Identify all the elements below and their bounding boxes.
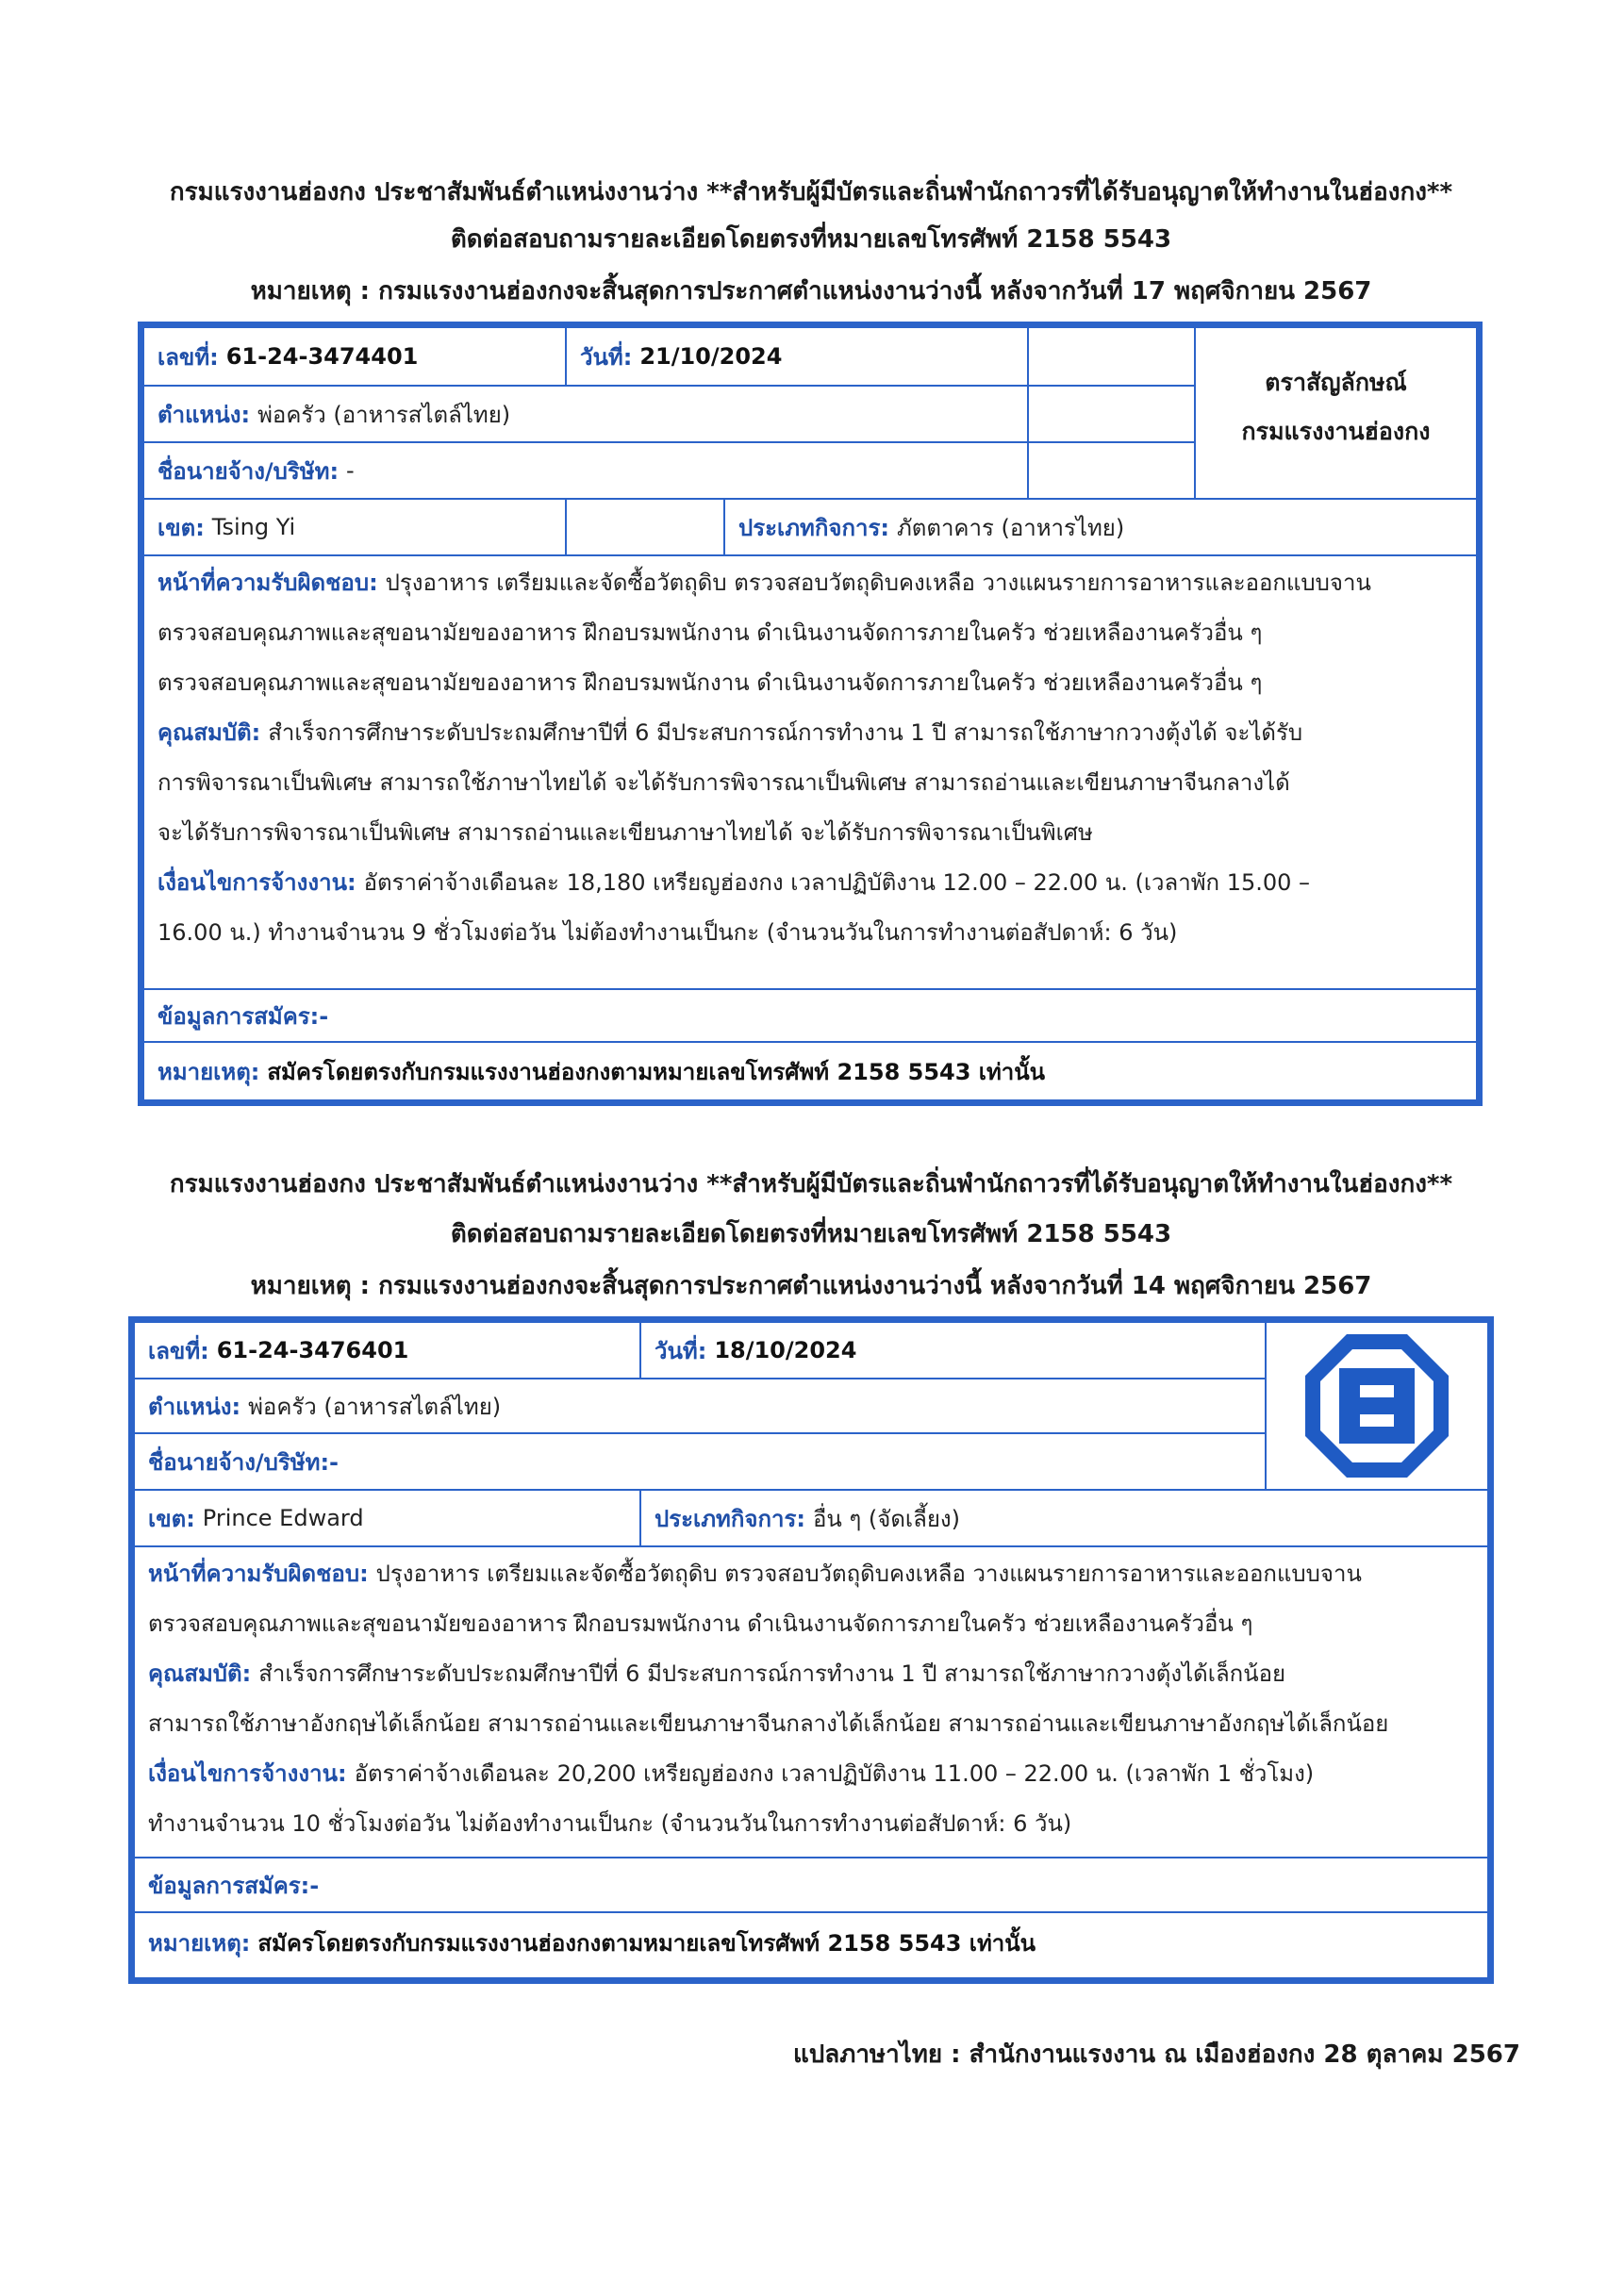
job-number-label: เลขที่: <box>157 343 219 371</box>
terms-label: เงื่อนไขการจ้างงาน: <box>157 869 356 896</box>
details-text <box>157 558 1467 958</box>
logo-caption <box>1196 358 1476 456</box>
blank-cell <box>1027 328 1194 385</box>
district-label: เขต: <box>148 1505 195 1532</box>
industry-value: ภัตตาคาร (อาหารไทย) <box>896 514 1125 541</box>
apply-label: ข้อมูลการสมัคร:- <box>157 1002 329 1030</box>
logo-placeholder <box>1194 328 1476 500</box>
duties-line: ปรุงอาหาร เตรียมและจัดซื้อวัตถุดิบ ตรวจสอบวัตถุดิบคงเหลือ วางแผนรายการอาหารและออกแบบจาน <box>385 570 1371 596</box>
district-label: เขต: <box>157 514 205 541</box>
duties-line: ปรุงอาหาร เตรียมและจัดซื้อวัตถุดิบ ตรวจสอบวัตถุดิบคงเหลือ วางแผนรายการอาหารและออกแบบจาน <box>375 1561 1362 1587</box>
position-cell <box>144 387 1027 441</box>
duties-label: หน้าที่ความรับผิดชอบ: <box>148 1561 369 1587</box>
notice-title: กรมแรงงานฮ่องกง ประชาสัมพันธ์ตำแหน่งงานว่าง **สำหรับผู้มีบัตรและถิ่นพำนักถาวรที่ได้รับอนุญาตให้ทำงานในฮ่องกง** <box>169 1170 1453 1198</box>
notice-expiry: หมายเหตุ : กรมแรงงานฮ่องกงจะสิ้นสุดการประกาศตำแหน่งงานว่างนี้ หลังจากวันที่ 17 พฤศจิกายน 2567 <box>250 277 1372 306</box>
apply-label: ข้อมูลการสมัคร:- <box>148 1872 320 1899</box>
qualifications-label: คุณสมบัติ: <box>157 719 261 746</box>
apply-cell <box>135 1858 1487 1911</box>
job-card-1 <box>138 322 1483 1106</box>
terms-line: 16.00 น.) ทำงานจำนวน 9 ชั่วโมงต่อวัน ไม่ต้องทำงานเป็นกะ (จำนวนวันในการทำงานต่อสัปดาห์: 6 วัน) <box>157 919 1178 946</box>
remark-cell <box>135 1913 1487 1972</box>
job-card-2 <box>128 1316 1494 1984</box>
date-value: 21/10/2024 <box>639 343 783 370</box>
job-row-number <box>135 1323 1265 1379</box>
remark-value: สมัครโดยตรงกับกรมแรงงานฮ่องกงตามหมายเลขโทรศัพท์ 2158 5543 เท่านั้น <box>257 1929 1036 1957</box>
industry-cell <box>723 500 1476 554</box>
remark-label: หมายเหตุ: <box>148 1929 251 1957</box>
job-number-label: เลขที่: <box>148 1337 209 1364</box>
qualifications-line: การพิจารณาเป็นพิเศษ สามารถใช้ภาษาไทยได้ จะได้รับการพิจารณาเป็นพิเศษ สามารถอ่านและเขียนภาษาจีนกลางได้ <box>157 769 1290 796</box>
duties-line: ตรวจสอบคุณภาพและสุขอนามัยของอาหาร ฝึกอบรมพนักงาน ดำเนินงานจัดการภายในครัว ช่วยเหลืองานครัวอื่น ๆ <box>148 1611 1253 1637</box>
industry-label: ประเภทกิจการ: <box>655 1505 805 1532</box>
job-row-position <box>135 1379 1265 1434</box>
logo-caption-line: กรมแรงงานฮ่องกง <box>1241 418 1431 445</box>
date-label: วันที่: <box>580 343 633 371</box>
industry-value: อื่น ๆ (จัดเลี้ยง) <box>812 1505 960 1532</box>
remark-value: สมัครโดยตรงกับกรมแรงงานฮ่องกงตามหมายเลขโทรศัพท์ 2158 5543 เท่านั้น <box>267 1058 1046 1085</box>
remark-cell <box>144 1043 1476 1099</box>
job-details <box>144 556 1476 990</box>
employer-cell <box>135 1434 1265 1489</box>
position-value: พ่อครัว (อาหารสไตล์ไทย) <box>257 401 511 428</box>
job-number-cell <box>144 328 565 385</box>
qualifications-line: สามารถใช้ภาษาอังกฤษได้เล็กน้อย สามารถอ่านและเขียนภาษาจีนกลางได้เล็กน้อย สามารถอ่านและเขียนภาษาอังกฤษได้เล็กน้อย <box>148 1710 1389 1737</box>
notice-contact: ติดต่อสอบถามรายละเอียดโดยตรงที่หมายเลขโทรศัพท์ 2158 5543 <box>450 1220 1172 1248</box>
date-value: 18/10/2024 <box>714 1337 857 1363</box>
blank-cell <box>565 500 723 554</box>
qualifications-line: สำเร็จการศึกษาระดับประถมศึกษาปีที่ 6 มีประสบการณ์การทำงาน 1 ปี สามารถใช้ภาษากวางตุ้งได้เล็กน้อย <box>258 1660 1286 1687</box>
job-row-district <box>135 1491 1487 1547</box>
industry-cell <box>639 1491 1487 1545</box>
job-number-value: 61-24-3476401 <box>216 1337 409 1363</box>
terms-line: อัตราค่าจ้างเดือนละ 20,200 เหรียญฮ่องกง เวลาปฏิบัติงาน 11.00 – 22.00 น. (เวลาพัก 1 ชั่วโมง) <box>354 1760 1315 1787</box>
qualifications-line: จะได้รับการพิจารณาเป็นพิเศษ สามารถอ่านและเขียนภาษาไทยได้ จะได้รับการพิจารณาเป็นพิเศษ <box>157 819 1093 846</box>
job-row-position <box>144 387 1194 443</box>
job-row-employer <box>144 443 1194 500</box>
job-row-number <box>144 328 1194 387</box>
job-row-employer <box>135 1434 1265 1491</box>
employer-cell <box>144 443 1027 498</box>
terms-label: เงื่อนไขการจ้างงาน: <box>148 1760 347 1787</box>
remark-label: หมายเหตุ: <box>157 1058 260 1085</box>
details-text <box>148 1549 1478 1849</box>
job-number-value: 61-24-3474401 <box>225 343 419 370</box>
job-details <box>135 1547 1487 1858</box>
date-cell <box>639 1323 1265 1378</box>
position-value: พ่อครัว (อาหารสไตล์ไทย) <box>248 1393 502 1420</box>
labour-department-logo <box>1265 1323 1487 1491</box>
district-cell <box>144 500 565 554</box>
notice-expiry: หมายเหตุ : กรมแรงงานฮ่องกงจะสิ้นสุดการประกาศตำแหน่งงานว่างนี้ หลังจากวันที่ 14 พฤศจิกายน 2567 <box>250 1272 1372 1300</box>
position-cell <box>135 1379 1265 1432</box>
duties-line: ตรวจสอบคุณภาพและสุขอนามัยของอาหาร ฝึกอบรมพนักงาน ดำเนินงานจัดการภายในครัว ช่วยเหลืองานครัวอื่น ๆ <box>157 669 1263 696</box>
date-label: วันที่: <box>655 1337 707 1364</box>
qualifications-label: คุณสมบัติ: <box>148 1660 252 1687</box>
qualifications-line: สำเร็จการศึกษาระดับประถมศึกษาปีที่ 6 มีประสบการณ์การทำงาน 1 ปี สามารถใช้ภาษากวางตุ้งได้ จะได้รับ <box>268 719 1303 746</box>
apply-cell <box>144 990 1476 1041</box>
job-row-remark <box>144 1043 1476 1099</box>
district-value: Prince Edward <box>202 1505 364 1531</box>
labour-department-logo-icon <box>1301 1330 1452 1481</box>
job-number-cell <box>135 1323 639 1378</box>
notice-contact: ติดต่อสอบถามรายละเอียดโดยตรงที่หมายเลขโทรศัพท์ 2158 5543 <box>450 225 1172 254</box>
employer-label: ชื่อนายจ้าง/บริษัท:- <box>148 1448 339 1476</box>
date-cell <box>565 328 1027 385</box>
position-label: ตำแหน่ง: <box>148 1393 241 1420</box>
industry-label: ประเภทกิจการ: <box>738 514 889 541</box>
district-value: Tsing Yi <box>211 514 296 540</box>
job-row-district <box>144 500 1476 556</box>
job-row-remark <box>135 1913 1487 1972</box>
terms-line: ทำงานจำนวน 10 ชั่วโมงต่อวัน ไม่ต้องทำงานเป็นกะ (จำนวนวันในการทำงานต่อสัปดาห์: 6 วัน) <box>148 1810 1072 1837</box>
district-cell <box>135 1491 639 1545</box>
notice-title: กรมแรงงานฮ่องกง ประชาสัมพันธ์ตำแหน่งงานว่าง **สำหรับผู้มีบัตรและถิ่นพำนักถาวรที่ได้รับอนุญาตให้ทำงานในฮ่องกง** <box>169 178 1453 206</box>
job-row-apply <box>135 1858 1487 1913</box>
terms-line: อัตราค่าจ้างเดือนละ 18,180 เหรียญฮ่องกง เวลาปฏิบัติงาน 12.00 – 22.00 น. (เวลาพัก 15.00 – <box>363 869 1311 896</box>
employer-label: ชื่อนายจ้าง/บริษัท: <box>157 457 340 485</box>
duties-label: หน้าที่ความรับผิดชอบ: <box>157 570 378 596</box>
blank-cell <box>1027 443 1194 498</box>
job-row-apply <box>144 990 1476 1043</box>
employer-value: - <box>346 457 355 484</box>
translation-footer: แปลภาษาไทย : สำนักงานแรงงาน ณ เมืองฮ่องกง 28 ตุลาคม 2567 <box>793 2040 1520 2069</box>
position-label: ตำแหน่ง: <box>157 401 251 428</box>
blank-cell <box>1027 387 1194 441</box>
logo-caption-line: ตราสัญลักษณ์ <box>1265 369 1407 396</box>
duties-line: ตรวจสอบคุณภาพและสุขอนามัยของอาหาร ฝึกอบรมพนักงาน ดำเนินงานจัดการภายในครัว ช่วยเหลืองานครัวอื่น ๆ <box>157 619 1263 646</box>
